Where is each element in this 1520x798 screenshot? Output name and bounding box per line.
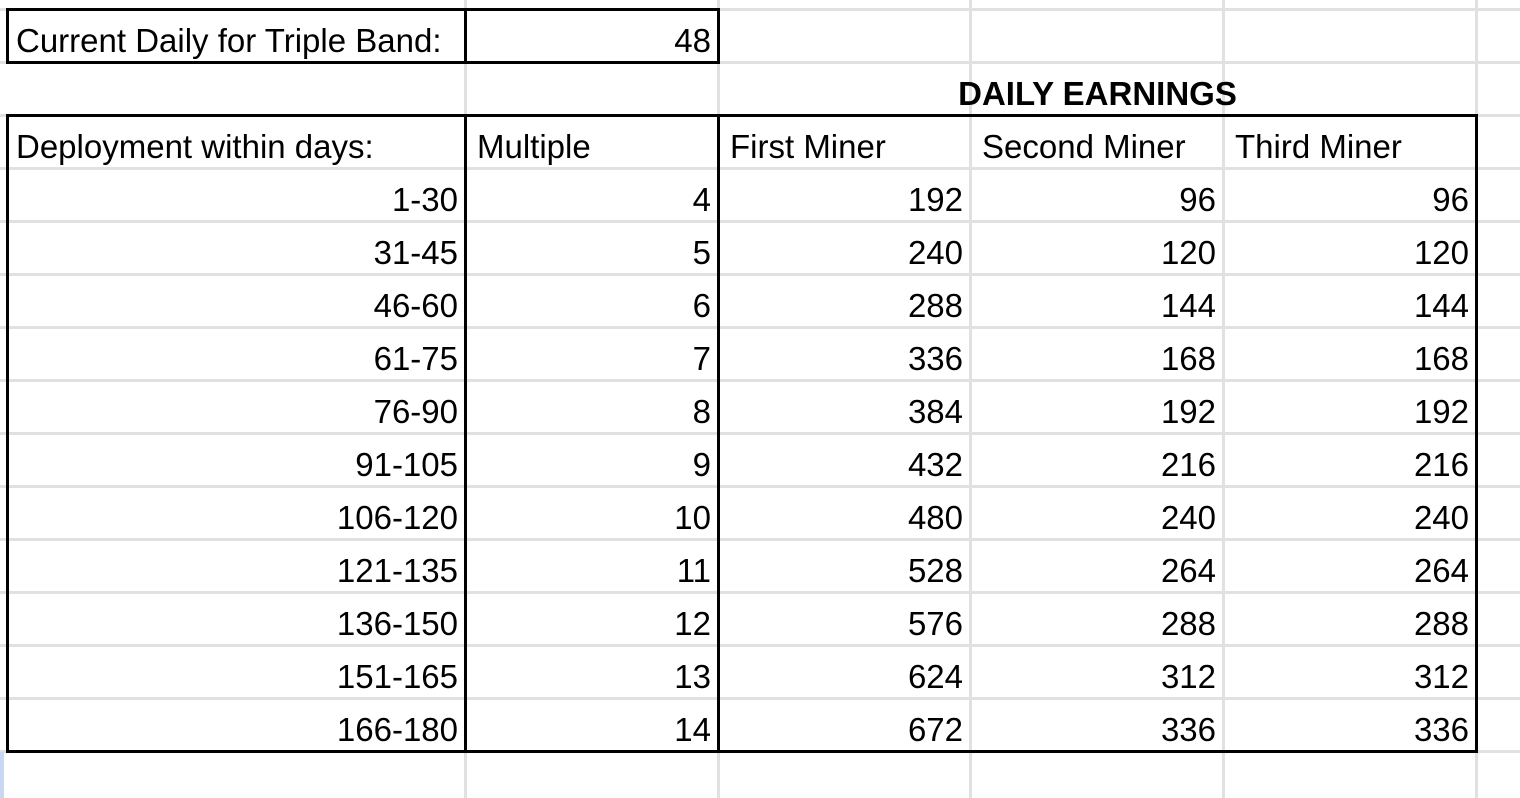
cell-first-miner[interactable]: 672	[907, 711, 963, 748]
cell-third-miner[interactable]: 192	[1413, 393, 1469, 430]
gridline	[1475, 0, 1478, 798]
cell-first-miner[interactable]: 288	[907, 287, 963, 324]
cell-first-miner[interactable]: 384	[907, 393, 963, 430]
cell-deployment-days[interactable]: 121-135	[336, 552, 458, 589]
cell-multiple[interactable]: 6	[692, 287, 711, 324]
cell-second-miner[interactable]: 312	[1160, 658, 1216, 695]
cell-first-miner[interactable]: 432	[907, 446, 963, 483]
cell-third-miner[interactable]: 96	[1432, 181, 1469, 218]
cell-third-miner[interactable]: 312	[1413, 658, 1469, 695]
cell-multiple[interactable]: 10	[674, 499, 711, 536]
cell-first-miner[interactable]: 528	[907, 552, 963, 589]
gridline	[0, 8, 1520, 11]
cell-third-miner[interactable]: 240	[1413, 499, 1469, 536]
cell-deployment-days[interactable]: 166-180	[336, 711, 458, 748]
cell-deployment-days[interactable]: 46-60	[373, 287, 458, 324]
cell-third-miner[interactable]: 216	[1413, 446, 1469, 483]
cell-multiple[interactable]: 4	[692, 181, 711, 218]
header-second-miner[interactable]: Second Miner	[982, 128, 1186, 165]
daily-earnings-title[interactable]: DAILY EARNINGS	[958, 75, 1237, 112]
header-first-miner[interactable]: First Miner	[730, 128, 886, 165]
cell-deployment-days[interactable]: 61-75	[373, 340, 458, 377]
cell-deployment-days[interactable]: 136-150	[336, 605, 458, 642]
cell-first-miner[interactable]: 624	[907, 658, 963, 695]
cell-multiple[interactable]: 8	[692, 393, 711, 430]
cell-multiple[interactable]: 9	[692, 446, 711, 483]
cell-first-miner[interactable]: 240	[907, 234, 963, 271]
cell-first-miner[interactable]: 336	[907, 340, 963, 377]
cell-second-miner[interactable]: 192	[1160, 393, 1216, 430]
cell-third-miner[interactable]: 168	[1413, 340, 1469, 377]
cell-deployment-days[interactable]: 91-105	[355, 446, 458, 483]
cell-third-miner[interactable]: 288	[1413, 605, 1469, 642]
cell-multiple[interactable]: 7	[692, 340, 711, 377]
cell-multiple[interactable]: 14	[674, 711, 711, 748]
cell-deployment-days[interactable]: 1-30	[391, 181, 458, 218]
header-third-miner[interactable]: Third Miner	[1235, 128, 1402, 165]
row-selection-indicator	[0, 752, 4, 798]
cell-second-miner[interactable]: 120	[1160, 234, 1216, 271]
summary-value-cell[interactable]: 48	[674, 22, 711, 59]
header-deployment-days[interactable]: Deployment within days:	[16, 128, 374, 165]
cell-deployment-days[interactable]: 151-165	[336, 658, 458, 695]
cell-third-miner[interactable]: 144	[1413, 287, 1469, 324]
cell-first-miner[interactable]: 576	[907, 605, 963, 642]
cell-deployment-days[interactable]: 31-45	[373, 234, 458, 271]
cell-second-miner[interactable]: 240	[1160, 499, 1216, 536]
header-multiple[interactable]: Multiple	[477, 128, 591, 165]
cell-second-miner[interactable]: 288	[1160, 605, 1216, 642]
cell-second-miner[interactable]: 96	[1179, 181, 1216, 218]
cell-second-miner[interactable]: 336	[1160, 711, 1216, 748]
summary-label-cell[interactable]: Current Daily for Triple Band:	[16, 22, 442, 59]
cell-multiple[interactable]: 12	[674, 605, 711, 642]
cell-multiple[interactable]: 11	[676, 552, 711, 589]
cell-third-miner[interactable]: 264	[1413, 552, 1469, 589]
cell-first-miner[interactable]: 480	[907, 499, 963, 536]
cell-third-miner[interactable]: 336	[1413, 711, 1469, 748]
cell-deployment-days[interactable]: 106-120	[336, 499, 458, 536]
cell-deployment-days[interactable]: 76-90	[373, 393, 458, 430]
cell-second-miner[interactable]: 144	[1160, 287, 1216, 324]
cell-third-miner[interactable]: 120	[1413, 234, 1469, 271]
cell-multiple[interactable]: 5	[692, 234, 711, 271]
cell-second-miner[interactable]: 216	[1160, 446, 1216, 483]
cell-second-miner[interactable]: 168	[1160, 340, 1216, 377]
cell-second-miner[interactable]: 264	[1160, 552, 1216, 589]
cell-first-miner[interactable]: 192	[907, 181, 963, 218]
cell-multiple[interactable]: 13	[674, 658, 711, 695]
